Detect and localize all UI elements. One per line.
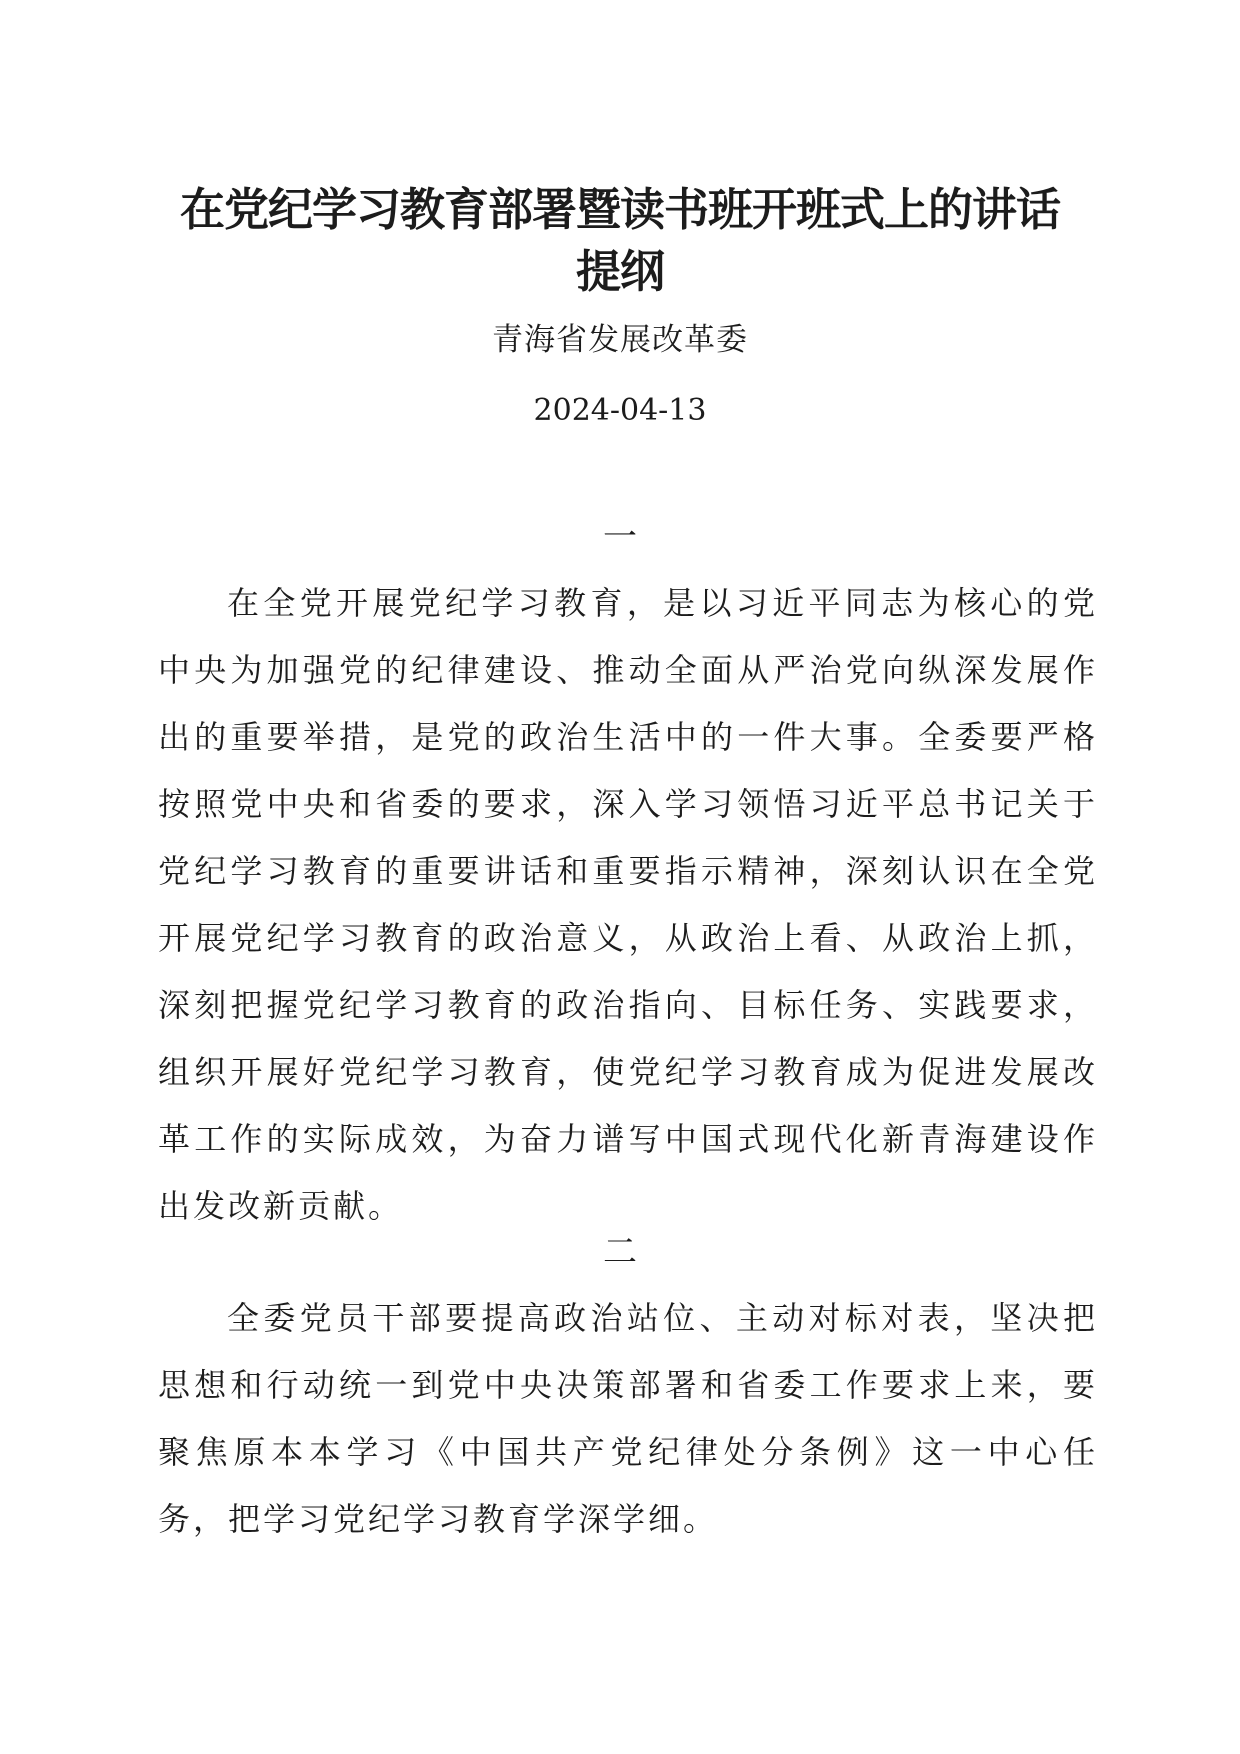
document-title-line-1: 在党纪学习教育部署暨读书班开班式上的讲话 [179,183,1060,236]
section-paragraph-2: 全委党员干部要提高政治站位、主动对标对表，坚决把思想和行动统一到党中央决策部署和省委工作要求上来，要聚焦原本本学习《中国共产党纪律处分条例》这一中心任务，把学习党纪学习教育学深学细。 [158,1299,1098,1538]
section-paragraph-1: 在全党开展党纪学习教育，是以习近平同志为核心的党中央为加强党的纪律建设、推动全面从严治党向纵深发展作出的重要举措，是党的政治生活中的一件大事。全委要严格按照党中央和省委的要求，深入学习领悟习近平总书记关于党纪学习教育的重要讲话和重要指示精神，深刻认识在全党开展党纪学习教育的政治意义，从政治上看、从政治上抓，深刻把握党纪学习教育的政治指向、目标任务、实践要求，组织开展好党纪学习教育，使党纪学习教育成为促进发展改革工作的实际成效，为奋力谱写中国式现代化新青海建设作出发改新贡献。 [158,584,1098,1225]
author-organization: 青海省发展改革委 [492,322,748,358]
section-number-1: 一 [603,517,637,557]
document-title-line-2: 提纲 [575,245,664,298]
section-number-2: 二 [603,1232,637,1272]
publish-date: 2024-04-13 [533,393,707,428]
